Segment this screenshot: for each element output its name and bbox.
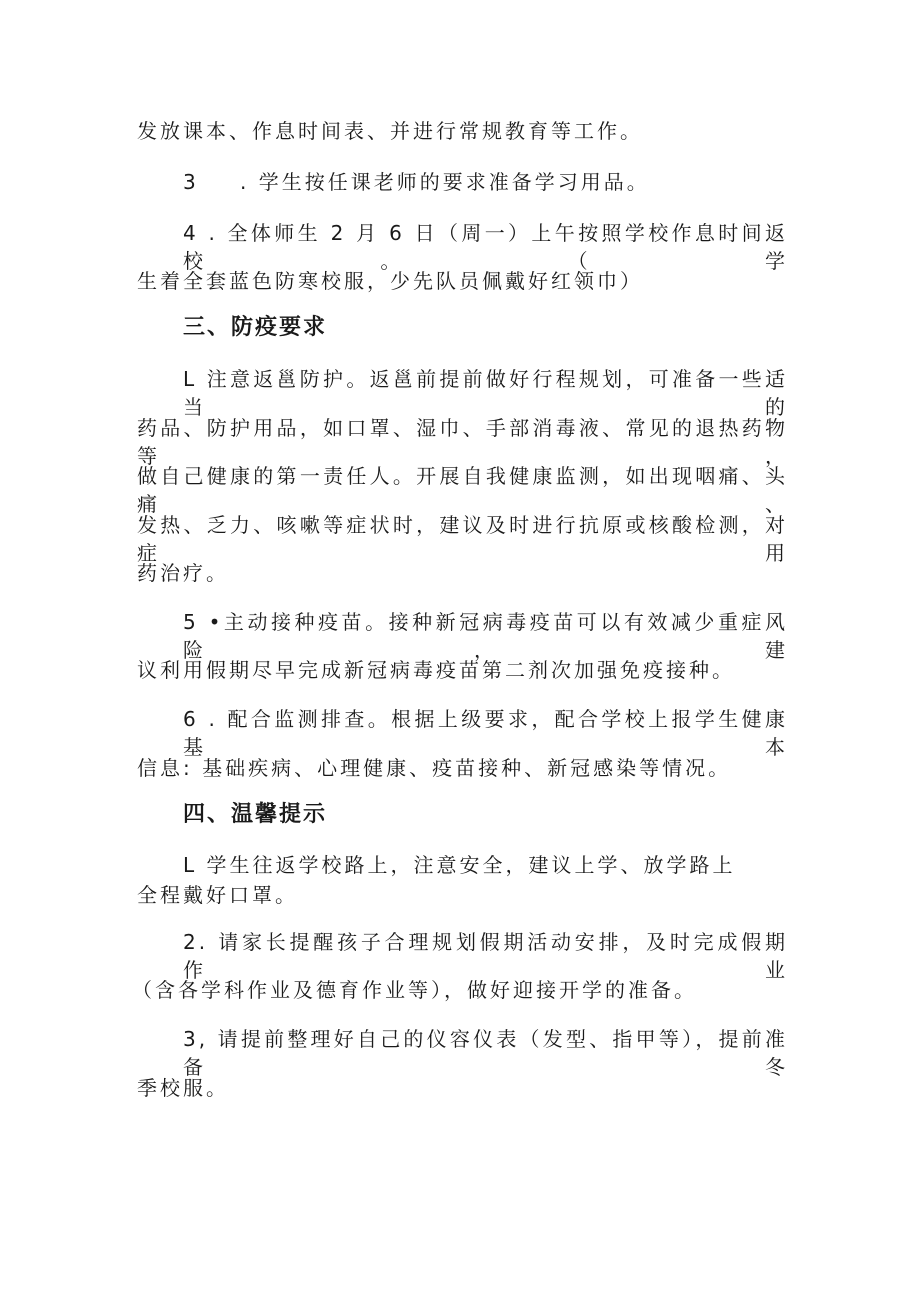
reminder-item-2-line-2: （含各学科作业及德育作业等），做好迎接开学的准备。 — [132, 978, 697, 1002]
reminder-item-2-line-1: 2. 请家长提醒孩子合理规划假期活动安排，及时完成假期作业 — [183, 930, 788, 982]
item-3-number: 3 — [183, 170, 199, 194]
prevention-item-5-line-1: 5 •主动接种疫苗。接种新冠病毒疫苗可以有效减少重症风险，建 — [183, 610, 788, 662]
reminder-item-1-line-1: L 学生往返学校路上，注意安全，建议上学、放学路上 — [183, 853, 736, 877]
section-heading-warm-reminders: 四、温馨提示 — [183, 802, 328, 827]
prevention-item-6-line-2: 信息: 基础疾病、心理健康、疫苗接种、新冠感染等情况。 — [137, 756, 732, 780]
prevention-item-6-line-1: 6 . 配合监测排查。根据上级要求，配合学校上报学生健康基本 — [183, 707, 788, 759]
reminder-item-3-line-1: 3, 请提前整理好自己的仪容仪表（发型、指甲等），提前准备冬 — [183, 1027, 788, 1079]
paragraph-line: 发放课本、作息时间表、并进行常规教育等工作。 — [137, 119, 643, 143]
prevention-item-1-line-5: 药治疗。 — [137, 561, 229, 585]
prevention-item-5-line-2: 议利用假期尽早完成新冠病毒疫苗第二剂次加强免疫接种。 — [137, 658, 735, 682]
reminder-item-1-line-2: 全程戴好口罩。 — [137, 883, 298, 907]
item-4-line-2: 生着全套蓝色防寒校服，少先队员佩戴好红领巾） — [137, 269, 643, 293]
prevention-item-1-line-2: 药品、防护用品，如口罩、湿巾、手部消毒液、常见的退热药物等， — [137, 416, 788, 468]
item-3-text: . 学生按任课老师的要求准备学习用品。 — [240, 170, 650, 194]
section-heading-epidemic-prevention: 三、防疫要求 — [183, 315, 328, 340]
prevention-item-1-line-3: 做自己健康的第一责任人。开展自我健康监测，如出现咽痛、头痛、 — [137, 464, 788, 516]
prevention-item-1-line-4: 发热、乏力、咳嗽等症状时，建议及时进行抗原或核酸检测，对症用 — [137, 513, 788, 565]
reminder-item-3-line-2: 季校服。 — [137, 1076, 229, 1100]
prevention-item-1-line-1: L 注意返邕防护。返邕前提前做好行程规划，可准备一些适当的 — [183, 367, 788, 419]
item-4-line-1: 4 . 全体师生 2 月 6 日（周一）上午按照学校作息时间返校。（学 — [183, 221, 788, 273]
